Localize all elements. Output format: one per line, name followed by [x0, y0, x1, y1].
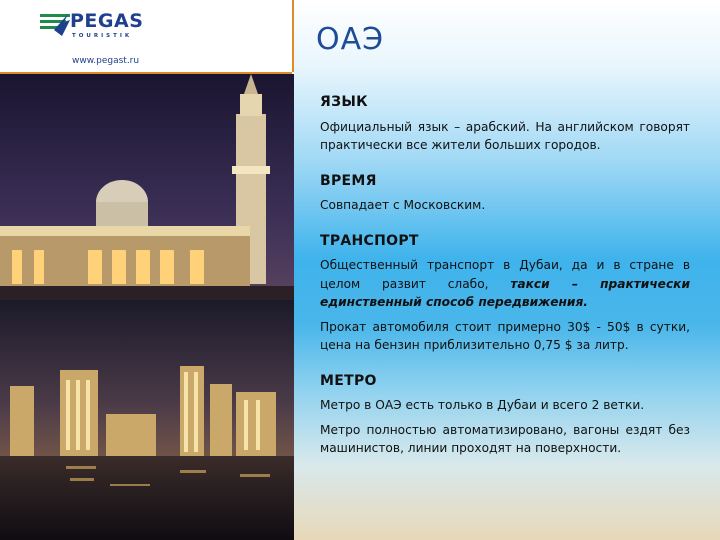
section-heading: МЕТРО	[320, 372, 377, 389]
section-transport	[320, 232, 690, 355]
section-heading: ЯЗЫК	[320, 94, 368, 110]
section-text: Метро в ОАЭ есть только в Дубаи и всего 2 ветки.	[320, 398, 645, 412]
section-text-2: Метро полностью автоматизировано, вагоны ездят без машинистов, линии проходят на поверхности.	[320, 422, 690, 455]
section-heading: ВРЕМЯ	[320, 172, 377, 189]
website-link[interactable]: www.pegast.ru	[72, 56, 140, 66]
section-text	[320, 256, 690, 312]
page-title: ОАЭ	[316, 22, 385, 57]
section-language	[320, 93, 690, 155]
text-emphasis: такси – практически единственный способ передвижения.	[320, 276, 690, 309]
section-heading: ТРАНСПОРТ	[320, 232, 419, 249]
section-time	[320, 172, 690, 215]
logo-panel	[0, 0, 292, 72]
uae-photo	[0, 74, 294, 540]
brand-sub: TOURISTIK	[72, 33, 133, 39]
text-plain: Общественный транспорт в Дубаи, да и в стране в целом развит слабо,	[320, 258, 690, 291]
brand-name: PEGAS	[70, 10, 144, 32]
section-text: Совпадает с Московским.	[320, 198, 486, 212]
content	[320, 93, 690, 475]
section-metro	[320, 372, 690, 458]
section-text-2: Прокат автомобиля стоит примерно 30$ - 50$ в сутки, цена на бензин приблизительно 0,75 $ за литр.	[320, 319, 690, 352]
section-text: Официальный язык – арабский. На английском говорят практически все жители больших городов.	[320, 119, 690, 152]
